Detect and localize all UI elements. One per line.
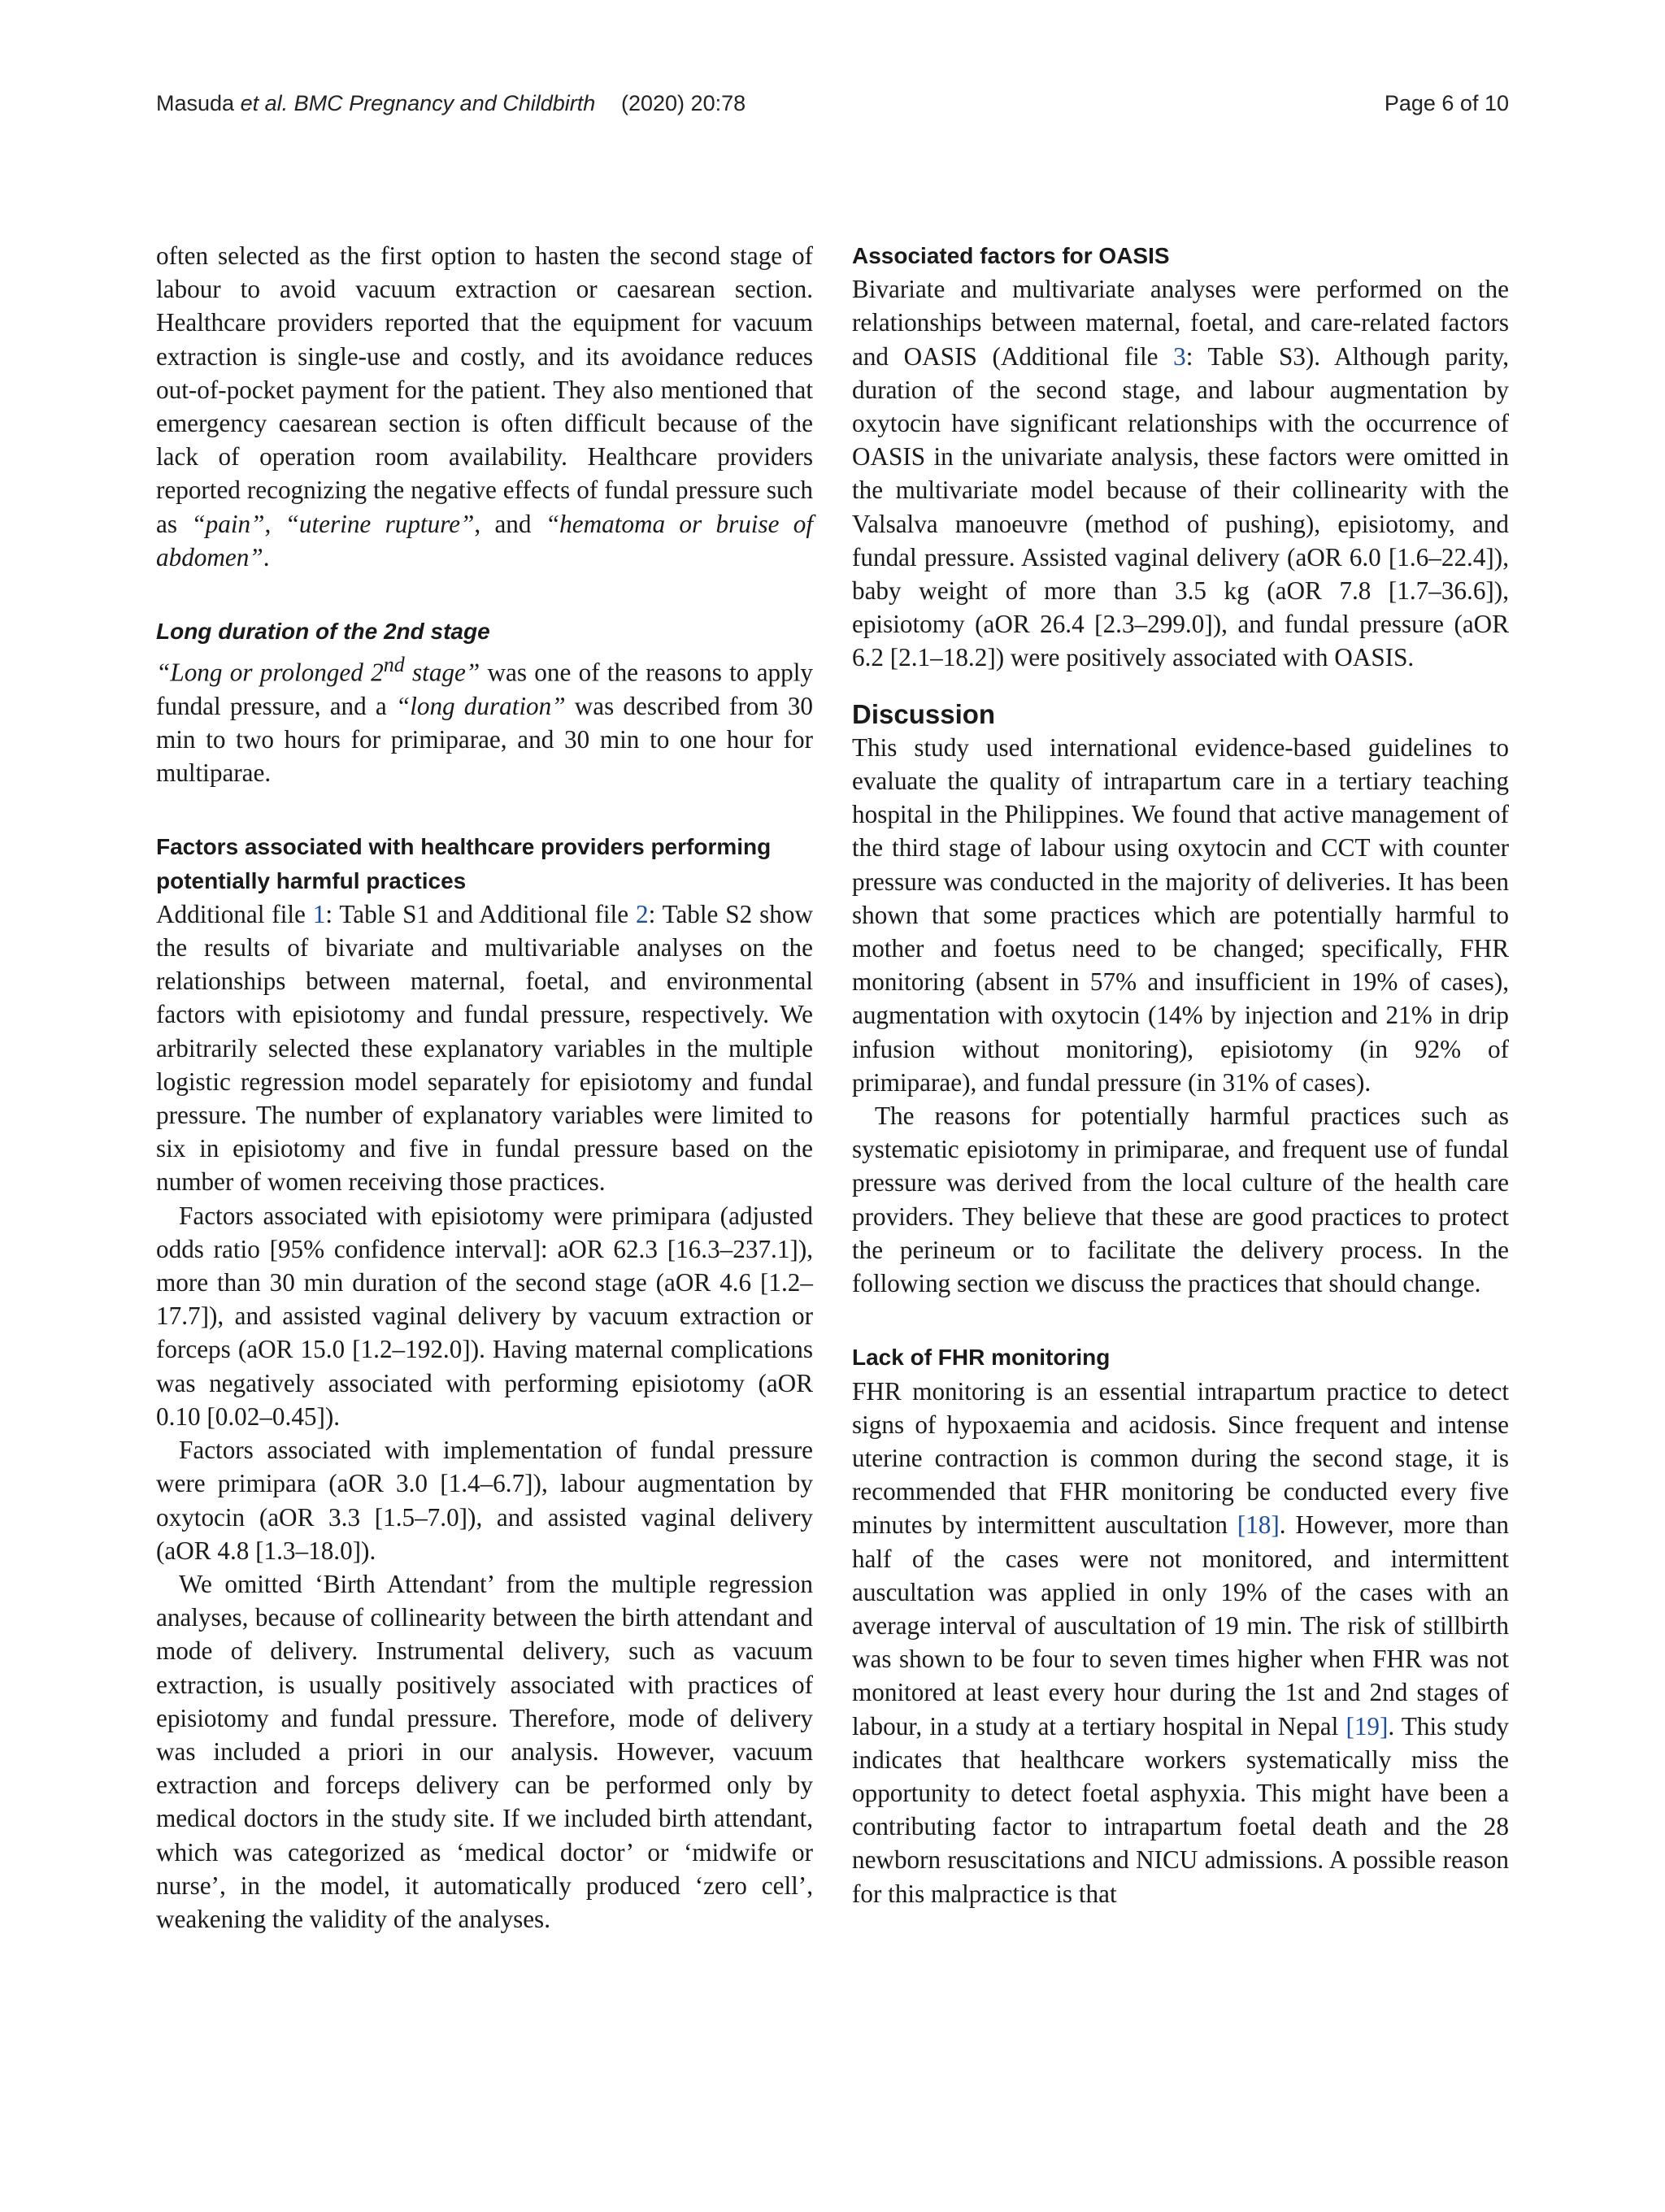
header-journal: et al. BMC Pregnancy and Childbirth xyxy=(240,91,596,115)
paragraph-discussion-1: This study used international evidence-based guidelines to evaluate the quality of intrapartum care in a tertiary teaching hospital in the Philippines. We found that active management of the third stage of labour using oxytocin and CCT with counter pressure was conducted in the majority of deliveries. It has been shown that some practices which are potentially harmful to mother and foetus need to be changed; specifically, FHR monitoring (absent in 57% and insufficient in 19% of cases), augmentation with oxytocin (14% by injection and 21% in drip infusion without monitoring), episiotomy (in 92% of primiparae), and fundal pressure (in 31% of cases). xyxy=(852,732,1509,1097)
text-run: . However, more than half of the cases were not monitored, and intermittent auscultation was applied in only 19% of the cases with an average interval of auscultation of 19 min. The risk of stillbirth was shown to be four to seven times higher when FHR was not monitored at least every hour during the 1st and 2nd stages of labour, in a study at a tertiary hospital in Nepal xyxy=(852,1510,1509,1740)
quote-pain: “pain” xyxy=(191,509,265,538)
subheading-fhr: Lack of FHR monitoring xyxy=(852,1345,1111,1371)
text-run: , xyxy=(264,509,285,538)
journal-line xyxy=(156,91,595,116)
link-additional-file-1[interactable]: 1 xyxy=(312,899,326,928)
header-authors: Masuda xyxy=(156,91,241,115)
left-column xyxy=(156,239,813,1936)
text-run: : Table S2 show the results of bivariate and multivariable analyses on the relationships between maternal, foetal, and environmental factors with episiotomy and fundal pressure, respectively. We arbitrarily selected these explanatory variables in the multiple logistic regression model separately for episiotomy and fundal pressure. The number of explanatory variables were limited to six in episiotomy and five in fundal pressure based on the number of women receiving those practices. xyxy=(156,899,813,1197)
text-run: : Table S3). Although parity, duration of the second stage, and labour augmentation by oxytocin have significant relationships with the occurrence of OASIS in the univariate analysis, these factors were omitted in the multivariate model because of their collinearity with the Valsalva manoeuvre (method of pushing), episiotomy, and fundal pressure. Assisted vaginal delivery (aOR 6.0 [1.6–22.4]), baby weight of more than 3.5 kg (aOR 7.8 [1.7–36.6]), episiotomy (aOR 26.4 [2.3–299.0]), and fundal pressure (aOR 6.2 [2.1–18.2]) were positively associated with OASIS. xyxy=(852,341,1509,672)
right-column xyxy=(852,239,1509,1910)
header-citation: (2020) 20:78 xyxy=(621,91,746,115)
subheading-factors: Factors associated with healthcare providers performing potentially harmful practices xyxy=(156,834,772,893)
text-run: FHR monitoring is an essential intrapartum practice to detect signs of hypoxaemia and acidosis. Since frequent and intense uterine contraction is common during the second stage, it is recommended that FHR monitoring be conducted every five minutes by intermittent auscultation xyxy=(852,1376,1509,1540)
subheading-long-duration: Long duration of the 2nd stage xyxy=(156,619,490,645)
paragraph-long-duration xyxy=(156,648,813,789)
subheading-oasis: Associated factors for OASIS xyxy=(852,243,1170,268)
text-run: Additional file xyxy=(156,899,313,928)
quote-uterine-rupture: “uterine rupture” xyxy=(285,509,475,538)
link-additional-file-2[interactable]: 2 xyxy=(635,899,649,928)
text-run: : Table S1 and Additional file xyxy=(325,899,636,928)
link-reference-19[interactable]: [19] xyxy=(1345,1711,1389,1740)
text-run: was one of the reasons to apply fundal pressure, and a xyxy=(156,658,813,720)
section-heading-discussion: Discussion xyxy=(852,698,996,729)
quote-long-duration: “long duration” xyxy=(395,691,566,720)
superscript-nd: nd xyxy=(383,653,405,677)
paragraph-continued xyxy=(156,239,813,574)
text-run: often selected as the first option to hasten the second stage of labour to avoid vacuum extraction or caesarean section. Healthcare providers reported that the equipment for vacuum extraction is single-use and costly, and its avoidance reduces out-of-pocket payment for the patient. They also mentioned that emergency caesarean section is often difficult because of the lack of operation room availability. Healthcare providers reported recognizing the negative effects of fundal pressure such as xyxy=(156,241,813,538)
paragraph-oasis xyxy=(852,272,1509,674)
paragraph-fundal-factors: Factors associated with implementation of fundal pressure were primipara (aOR 3.0 [1.4–6.7]), labour augmentation by oxytocin (aOR 3.3 [1.5–7.0]), and assisted vaginal delivery (aOR 4.8 [1.3–18.0]). xyxy=(156,1436,813,1565)
running-header xyxy=(156,91,1509,124)
paragraph-fhr xyxy=(852,1375,1509,1910)
quote-long-stage-end: stage” xyxy=(404,658,480,687)
text-run: was described from 30 min to two hours for primiparae, and 30 min to one hour for multiparae. xyxy=(156,691,814,788)
quote-hematoma: “hematoma or bruise of abdomen” xyxy=(156,509,814,571)
link-additional-file-3[interactable]: 3 xyxy=(1173,341,1186,371)
page-number: Page 6 of 10 xyxy=(1384,91,1509,115)
text-run: Bivariate and multivariate analyses were performed on the relationships between maternal, foetal, and care-related factors and OASIS (Additional file xyxy=(852,275,1509,371)
paragraph-discussion-2: The reasons for potentially harmful practices such as systematic episiotomy in primiparae, and frequent use of fundal pressure was derived from the local culture of the health care providers. They believe that these are good practices to protect the perineum or to facilitate the delivery process. In the following section we discuss the practices that should change. xyxy=(852,1102,1509,1298)
paragraph-episiotomy-factors: Factors associated with episiotomy were primipara (adjusted odds ratio [95% confidence interval]: aOR 62.3 [16.3–237.1]), more than 30 min duration of the second stage (aOR 4.6 [1.2–17.7]), and assisted vaginal delivery by vacuum extraction or forceps (aOR 15.0 [1.2–192.0]). Having maternal complications was negatively associated with performing episiotomy (aOR 0.10 [0.02–0.45]). xyxy=(156,1201,813,1431)
text-run: . This study indicates that healthcare workers systematically miss the opportunity to detect foetal asphyxia. This might have been a contributing factor to intrapartum foetal death and the 28 newborn resuscitations and NICU admissions. A possible reason for this malpractice is that xyxy=(852,1711,1509,1908)
link-reference-18[interactable]: [18] xyxy=(1237,1510,1280,1540)
paragraph-additional-files xyxy=(156,897,813,1199)
quote-long-stage: “Long or prolonged 2 xyxy=(156,658,384,687)
text-run: , and xyxy=(474,509,546,538)
text-run: . xyxy=(263,542,270,571)
paragraph-birth-attendant: We omitted ‘Birth Attendant’ from the multiple regression analyses, because of collinearity between the birth attendant and mode of delivery. Instrumental delivery, such as vacuum extraction, is usually positively associated with practices of episiotomy and fundal pressure. Therefore, mode of delivery was included a priori in our analysis. However, vacuum extraction and forceps delivery can be performed only by medical doctors in the study site. If we included birth attendant, which was categorized as ‘medical doctor’ or ‘midwife or nurse’, in the model, it automatically produced ‘zero cell’, weakening the validity of the analyses. xyxy=(156,1569,813,1933)
